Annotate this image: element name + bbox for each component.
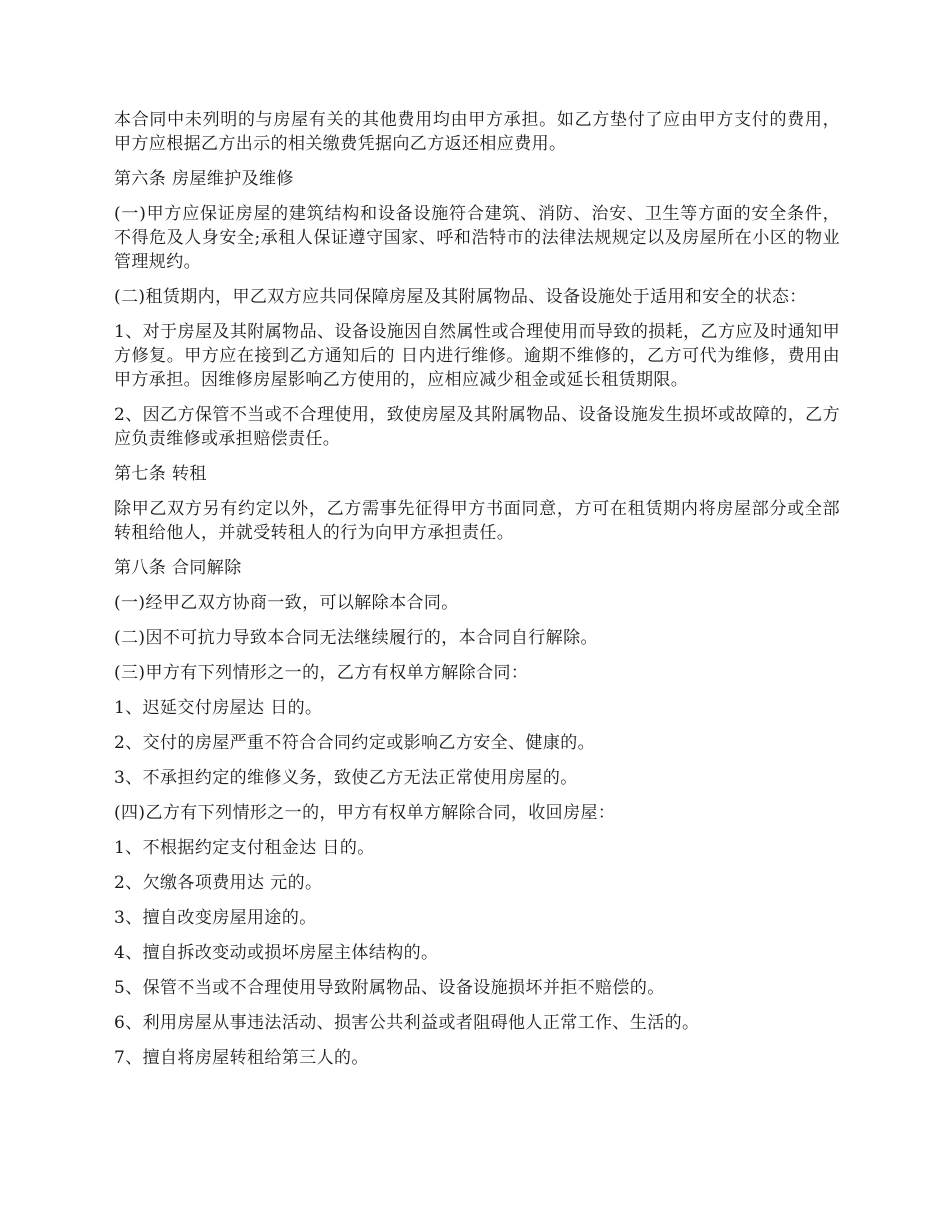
document-page — [114, 108, 840, 1081]
paragraph-8-4: (四)乙方有下列情形之一的，甲方有权单方解除合同，收回房屋： — [114, 803, 616, 823]
heading-article-8: 第八条 合同解除 — [114, 558, 242, 578]
paragraph-8-4-item-6: 6、利用房屋从事违法活动、损害公共利益或者阻碍他人正常工作、生活的。 — [114, 1013, 700, 1033]
paragraph-8-4-item-3: 3、擅自改变房屋用途的。 — [114, 908, 317, 928]
paragraph-8-2: (二)因不可抗力导致本合同无法继续履行的，本合同自行解除。 — [114, 628, 598, 648]
paragraph-8-4-item-2: 2、欠缴各项费用达 元的。 — [114, 873, 323, 893]
paragraph-8-4-item-4: 4、擅自拆改变动或损坏房屋主体结构的。 — [114, 943, 439, 963]
paragraph-6-2-item-2: 2、因乙方保管不当或不合理使用，致使房屋及其附属物品、设备设施发生损坏或故障的，乙方应负责维修或承担赔偿责任。 — [114, 405, 840, 449]
paragraph-6-1: (一)甲方应保证房屋的建筑结构和设备设施符合建筑、消防、治安、卫生等方面的安全条件，不得危及人身安全;承租人保证遵守国家、呼和浩特市的法律法规规定以及房屋所在小区的物业管理规约。 — [114, 204, 840, 272]
paragraph-7: 除甲乙双方另有约定以外，乙方需事先征得甲方书面同意，方可在租赁期内将房屋部分或全部转租给他人，并就受转租人的行为向甲方承担责任。 — [114, 499, 840, 543]
paragraph-8-4-item-7: 7、擅自将房屋转租给第三人的。 — [114, 1048, 369, 1068]
paragraph-8-1: (一)经甲乙双方协商一致，可以解除本合同。 — [114, 593, 459, 613]
paragraph-8-3-item-2: 2、交付的房屋严重不符合合同约定或影响乙方安全、健康的。 — [114, 733, 596, 753]
heading-article-7: 第七条 转租 — [114, 464, 207, 484]
paragraph-8-3-item-1: 1、迟延交付房屋达 日的。 — [114, 698, 323, 718]
paragraph-8-4-item-5: 5、保管不当或不合理使用导致附属物品、设备设施损坏并拒不赔偿的。 — [114, 978, 665, 998]
paragraph-8-3: (三)甲方有下列情形之一的，乙方有权单方解除合同： — [114, 663, 529, 683]
paragraph-8-4-item-1: 1、不根据约定支付租金达 日的。 — [114, 838, 375, 858]
heading-article-6: 第六条 房屋维护及维修 — [114, 169, 294, 189]
paragraph-8-3-item-3: 3、不承担约定的维修义务，致使乙方无法正常使用房屋的。 — [114, 768, 578, 788]
paragraph-6-2: (二)租赁期内，甲乙双方应共同保障房屋及其附属物品、设备设施处于适用和安全的状态： — [114, 287, 807, 307]
paragraph-6-2-item-1: 1、对于房屋及其附属物品、设备设施因自然属性或合理使用而导致的损耗，乙方应及时通知甲方修复。甲方应在接到乙方通知后的 日内进行维修。逾期不维修的，乙方可代为维修，费用由甲方承担。因维修房屋影响乙方使用的，应相应减少租金或延长租赁期限。 — [114, 322, 840, 390]
paragraph-expenses: 本合同中未列明的与房屋有关的其他费用均由甲方承担。如乙方垫付了应由甲方支付的费用，甲方应根据乙方出示的相关缴费凭据向乙方返还相应费用。 — [114, 110, 840, 154]
